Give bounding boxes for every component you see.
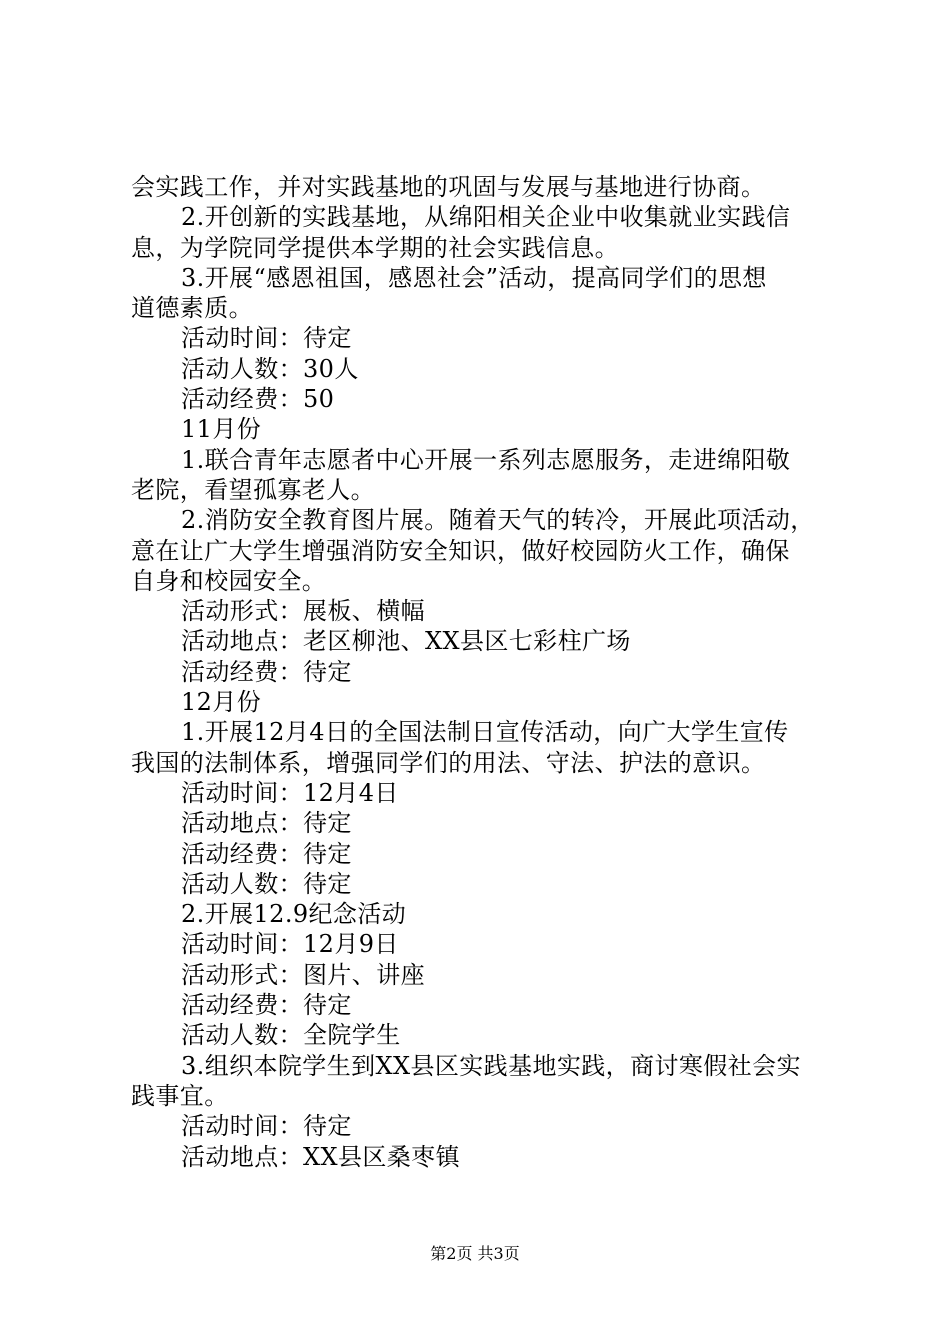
text-line: 道德素质。 (131, 294, 253, 323)
text-line: 活动人数：待定 (181, 869, 352, 898)
text-line: 1.联合青年志愿者中心开展一系列志愿服务，走进绵阳敬 (181, 445, 791, 474)
page-number-label: 第2页 共3页 (430, 1244, 520, 1263)
text-line: 践事宜。 (131, 1081, 229, 1110)
text-line: 会实践工作，并对实践基地的巩固与发展与基地进行协商。 (131, 173, 766, 201)
section-heading-november: 11月份 (181, 415, 262, 444)
text-line: 1.开展12月4日的全国法制日宣传活动，向广大学生宣传 (181, 718, 789, 747)
text-line: 活动形式：图片、讲座 (181, 960, 425, 989)
text-line: 活动人数：全院学生 (181, 1021, 401, 1050)
text-line: 2.消防安全教育图片展。随着天气的转冷，开展此项活动， (181, 506, 815, 535)
document-body (131, 172, 836, 1172)
text-line: 活动地点：待定 (181, 809, 352, 838)
text-line: 活动人数：30人 (181, 354, 359, 383)
text-line: 老院，看望孤寡老人。 (131, 475, 375, 504)
text-line: 活动经费：待定 (181, 839, 352, 868)
text-line: 活动地点：老区柳池、XX县区七彩柱广场 (181, 627, 631, 656)
page-footer (0, 1244, 950, 1264)
text-line: 活动经费：待定 (181, 657, 352, 686)
text-line: 2.开展12.9纪念活动 (181, 900, 407, 929)
text-line: 活动时间：12月9日 (181, 930, 399, 959)
text-line: 我国的法制体系，增强同学们的用法、守法、护法的意识。 (131, 748, 766, 777)
text-line: 活动经费：50 (181, 385, 335, 414)
section-heading-december: 12月份 (181, 688, 262, 717)
text-line: 活动地点：XX县区桑枣镇 (181, 1142, 460, 1171)
text-line: 自身和校园安全。 (131, 566, 327, 595)
text-line: 活动时间：待定 (181, 1112, 352, 1141)
text-line: 活动经费：待定 (181, 991, 352, 1020)
text-line: 活动时间：待定 (181, 324, 352, 353)
text-line: 息，为学院同学提供本学期的社会实践信息。 (131, 233, 619, 262)
text-line: 3.组织本院学生到XX县区实践基地实践，商讨寒假社会实 (181, 1051, 801, 1080)
text-line: 活动形式：展板、横幅 (181, 597, 425, 626)
text-line: 意在让广大学生增强消防安全知识，做好校园防火工作，确保 (131, 536, 790, 565)
text-line: 3.开展“感恩祖国，感恩社会”活动，提高同学们的思想 (181, 263, 767, 292)
text-line: 活动时间：12月4日 (181, 778, 399, 807)
text-line: 2.开创新的实践基地，从绵阳相关企业中收集就业实践信 (181, 203, 791, 232)
